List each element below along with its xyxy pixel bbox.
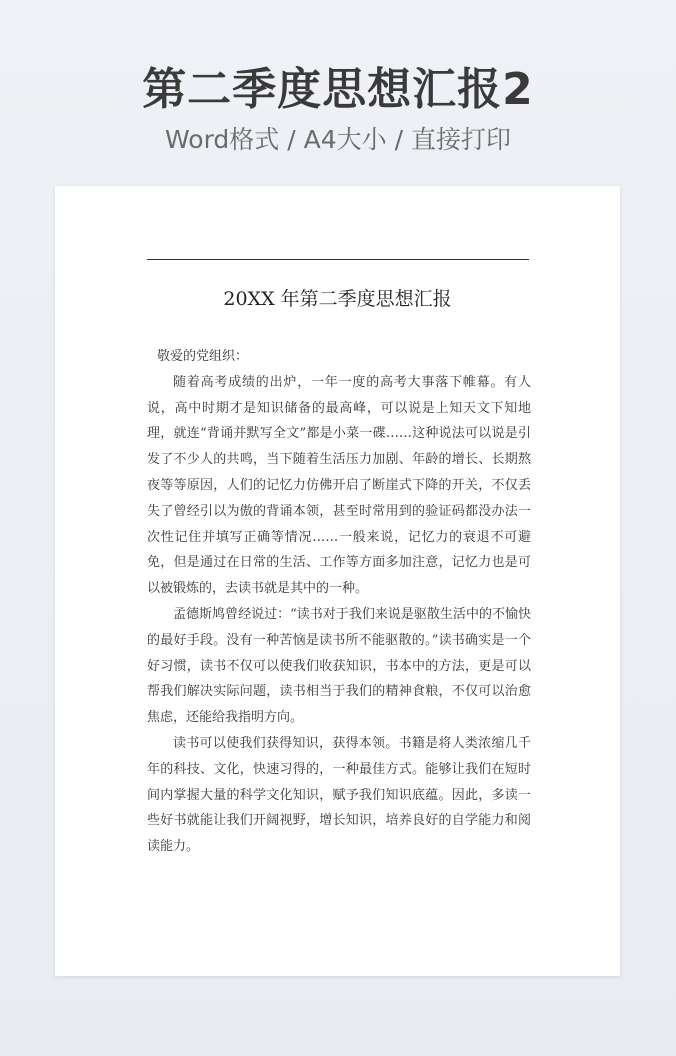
- page-subtitle: Word格式 / A4大小 / 直接打印: [165, 125, 511, 154]
- paragraph-1: 随着高考成绩的出炉，一年一度的高考大事落下帷幕。有人说，高中时期才是知识储备的最高峰，可以说是上知天文下知地理，就连“背诵并默写全文”都是小菜一碟……这种说法可以说是引发了不少人的共鸣，当下随着生活压力加剧、年龄的增长、长期熬夜等等原因，人们的记忆力仿佛开启了断崖式下降的开关，不仅丢失了曾经引以为傲的背诵本领，甚至时常用到的验证码都没办法一次性记住并填写正确等情况……一般来说，记忆力的衰退不可避免，但是通过在日常的生活、工作等方面多加注意，记忆力也是可以被锻炼的，去读书就是其中的一种。: [147, 374, 531, 597]
- document-page: [55, 186, 620, 976]
- paragraph-3: 读书可以使我们获得知识，获得本领。书籍是将人类浓缩几千年的科技、文化，快速习得的，一种最佳方式。能够让我们在短时间内掌握大量的科学文化知识，赋予我们知识底蕴。因此，多读一些好书就能让我们开阔视野，增长知识，培养良好的自学能力和阅读能力。: [147, 735, 531, 855]
- header-divider: [147, 259, 529, 260]
- document-title: 20XX 年第二季度思想汇报: [223, 288, 452, 310]
- page-header: [0, 62, 676, 156]
- document-body: [147, 344, 531, 860]
- paragraph-2: 孟德斯鸠曾经说过：“读书对于我们来说是驱散生活中的不愉快的最好手段。没有一种苦恼是读书所不能驱散的。”读书确实是一个好习惯，读书不仅可以使我们收获知识，书本中的方法，更是可以帮我们解决实际问题，读书相当于我们的精神食粮，不仅可以治愈焦虑，还能给我指明方向。: [147, 606, 531, 726]
- page-title: 第二季度思想汇报2: [142, 64, 534, 115]
- salutation: 敬爱的党组织：: [157, 349, 249, 364]
